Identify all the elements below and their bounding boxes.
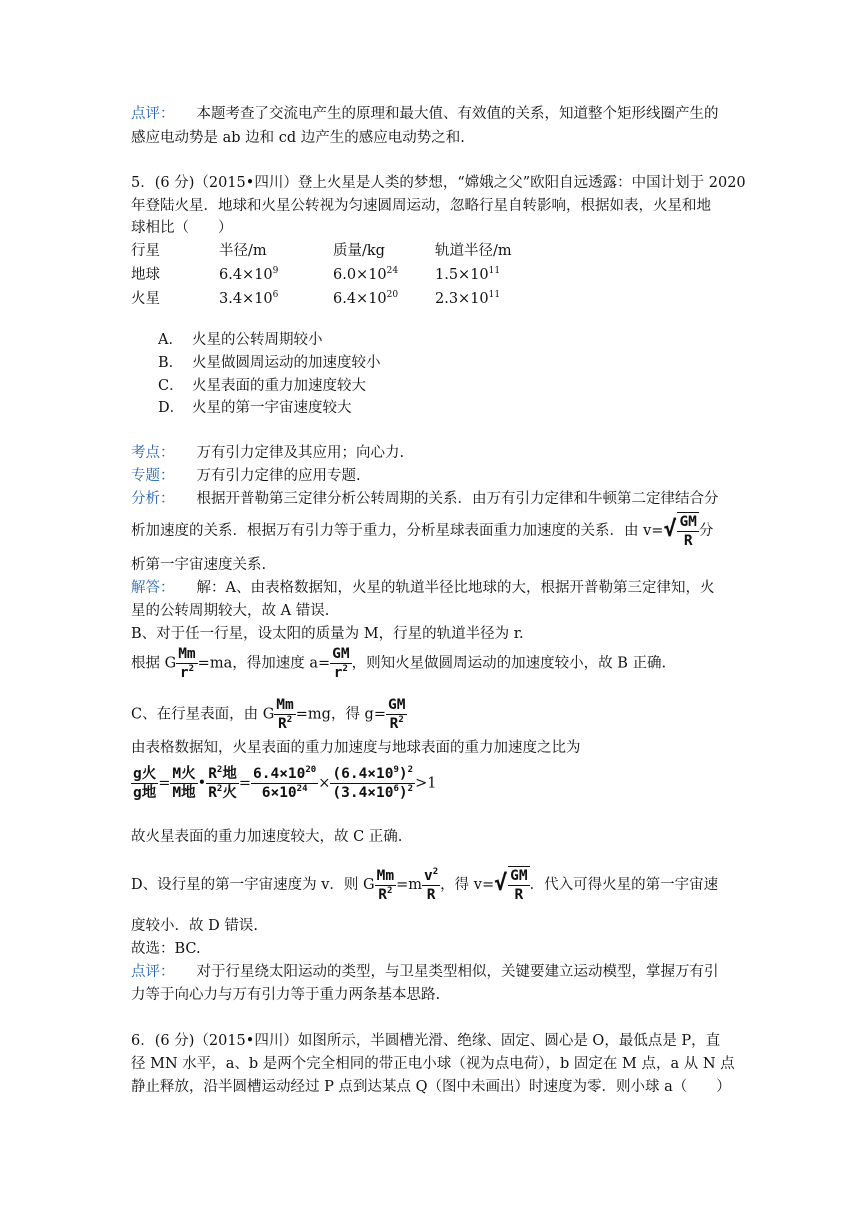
option-a: A． 火星的公转周期较小 <box>158 332 323 348</box>
sqrt-gm-r: √ $\frac{GM}{R}$ <box>663 514 697 549</box>
jieda-line6: 由表格数据知，火星表面的重力加速度与地球表面的重力加速度之比为 <box>131 740 581 756</box>
table-cell: $6.4\times 10^{20}$ <box>333 290 399 307</box>
table-header: 半径/m <box>219 243 267 259</box>
formula-gm-R2: $\frac{GM}{R^2}$ <box>388 697 406 732</box>
formula-gm-r2: $\frac{GM}{r^2}$ <box>332 646 350 681</box>
review-prev-line1 <box>131 103 719 125</box>
kaodian-line: 考点： 万有引力定律及其应用；向心力. <box>131 445 405 461</box>
jieda-line5: C、在行星表面，由 G $\frac{Mm}{R^2}$ =mg，得 g= $\frac{GM}{R^2}$ <box>131 697 406 732</box>
q5-line2: 年登陆火星．地球和火星公转视为匀速圆周运动，忽略行星自转影响，根据如表，火星和地 <box>131 198 711 214</box>
option-d: D． 火星的第一宇宙速度较大 <box>158 400 352 416</box>
q6-line2: 径 MN 水平，a、b 是两个完全相同的带正电小球（视为点电荷），b 固定在 M 点，a 从 N 点 <box>131 1056 735 1072</box>
ratio-formula: $\frac{\text{g火}}{\text{g地}}$ = $\frac{\text{M火}}{\text{M地}}$ • $\frac{R^2地}{R^2火}$ = $\frac{6.4\times 10^{20}}{6\times 10^{24}}$ × $\frac{(6.4\times 10^9)^2}{(3.4\times 10^6)^2}$ >1 <box>133 765 437 801</box>
formula-mm-R2-d: $\frac{Mm}{R^2}$ <box>376 867 395 903</box>
jieda-line4: 根据 G $\frac{Mm}{r^2}$ =ma，得加速度 a= $\frac{GM}{r^2}$ ，则知火星做圆周运动的加速度较小，故 B 正确. <box>131 646 667 681</box>
table-cell: $1.5\times 10^{11}$ <box>435 266 501 283</box>
sqrt-gm-r-d: √ $\frac{GM}{R}$ <box>494 868 528 903</box>
table-header: 行星 <box>131 243 160 259</box>
formula-v2-R: $\frac{v^2}{R}$ <box>424 866 439 903</box>
zhuanti-line: 专题： 万有引力定律的应用专题. <box>131 468 361 484</box>
formula-mm-r2: $\frac{Mm}{r^2}$ <box>178 646 196 681</box>
fenxi-line1: 分析： 根据开普勒第三定律分析公转周期的关系．由万有引力定律和牛顿第二定律结合分 <box>131 491 719 507</box>
review-label: 点评： <box>131 964 175 980</box>
table-cell: $6.4\times 10^9$ <box>219 266 279 283</box>
q5-line3: 球相比（ ） <box>131 220 233 236</box>
table-cell: 火星 <box>131 291 160 307</box>
table-cell: $3.4\times 10^6$ <box>219 290 279 307</box>
review-prev-label: 点评： <box>131 106 175 122</box>
jieda-line8: D、设行星的第一宇宙速度为 v．则 G $\frac{Mm}{R^2}$ =m $\frac{v^2}{R}$ ，得 v= √ $\frac{GM}{R}$ ．代入可得火星的第一宇宙速 <box>131 866 719 903</box>
table-header: 轨道半径/m <box>435 243 512 259</box>
formula-mm-R2: $\frac{Mm}{R^2}$ <box>276 697 294 732</box>
jieda-line9: 度较小．故 D 错误. <box>131 918 258 934</box>
zhuanti-label: 专题： <box>131 468 175 484</box>
jieda-line1: 解答： 解：A、由表格数据知，火星的轨道半径比地球的大，根据开普勒第三定律知，火 <box>131 580 715 596</box>
kaodian-label: 考点： <box>131 445 175 461</box>
review-prev-text1: 本题考查了交流电产生的原理和最大值、有效值的关系，知道整个矩形线圈产生的 <box>196 106 719 122</box>
table-cell: $6.0\times 10^{24}$ <box>333 266 399 283</box>
jieda-line2: 星的公转周期较大，故 A 错误. <box>131 603 330 619</box>
q6-line1: 6．(6 分)（2015•四川）如图所示，半圆槽光滑、绝缘、固定、圆心是 O，最低点是 P，直 <box>131 1033 721 1049</box>
fenxi-line3: 析第一宇宙速度关系. <box>131 557 267 573</box>
option-b: B． 火星做圆周运动的加速度较小 <box>158 355 381 371</box>
table-cell: $2.3\times 10^{11}$ <box>435 290 501 307</box>
jieda-line7: 故火星表面的重力加速度较大，故 C 正确. <box>131 829 403 845</box>
jieda-label: 解答： <box>131 580 175 596</box>
jieda-line10: 故选：BC. <box>131 941 201 957</box>
fenxi-line2: 析加速度的关系．根据万有引力等于重力，分析星球表面重力加速度的关系．由 v= √ $\frac{GM}{R}$ 分 <box>131 514 714 549</box>
review-line1: 点评： 对于行星绕太阳运动的类型，与卫星类型相似，关键要建立运动模型，掌握万有引 <box>131 964 719 980</box>
q5-line1: 5．(6 分)（2015•四川）登上火星是人类的梦想，“嫦娥之父”欧阳自远透露：中国计划于 2020 <box>131 175 746 191</box>
table-header: 质量/kg <box>333 243 385 259</box>
review-line2: 力等于向心力与万有引力等于重力两条基本思路. <box>131 987 441 1003</box>
table-cell: 地球 <box>131 267 160 283</box>
q6-line3: 静止释放，沿半圆槽运动经过 P 点到达某点 Q（图中未画出）时速度为零．则小球 a（ ） <box>131 1079 731 1095</box>
fenxi-label: 分析： <box>131 491 175 507</box>
option-c: C． 火星表面的重力加速度较大 <box>158 378 366 394</box>
jieda-line3: B、对于任一行星，设太阳的质量为 M，行星的轨道半径为 r. <box>131 626 524 642</box>
review-prev-line2: 感应电动势是 ab 边和 cd 边产生的感应电动势之和. <box>131 130 465 146</box>
